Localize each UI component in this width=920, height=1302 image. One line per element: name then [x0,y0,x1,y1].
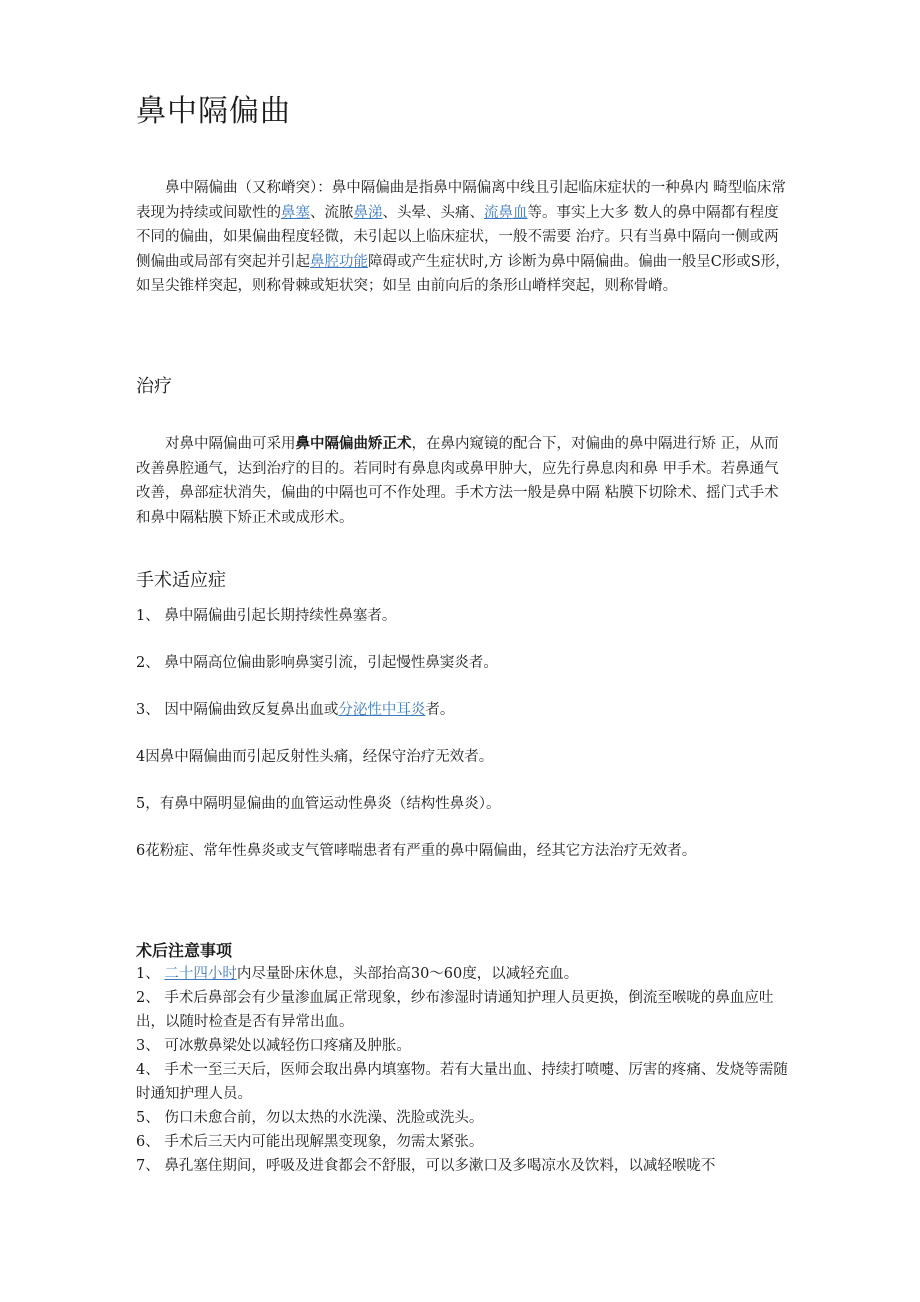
link-nasal-function[interactable]: 鼻腔功能 [310,253,368,270]
list-item: 1、 鼻中隔偏曲引起长期持续性鼻塞者。 [136,608,397,624]
treatment-text-1: 对鼻中隔偏曲可采用 [165,436,296,452]
list-item: 2、 手术后鼻部会有少量渗血属正常现象，纱布渗湿时请通知护理人员更换，倒流至喉咙的鼻血应吐出，以随时检查是否有异常出血。 [136,990,774,1030]
link-nasal-discharge[interactable]: 鼻涕 [353,204,383,221]
treatment-text-2: ，在鼻内窥镜的配合下，对偏曲的鼻中隔进行矫 正，从而改善鼻腔通气，达到治疗的目的。若同时有鼻息肉或鼻甲肿大，应先行鼻息肉和鼻 甲手术。若鼻通气改善，鼻部症状消失，偏曲的中隔也可不作处理。手术方法一般是鼻中隔 粘膜下切除术、摇门式手术和鼻中隔粘膜下矫正术或成形术。 [136,436,779,526]
intro-text-1: 鼻中隔偏曲（又称嵴突）：鼻中隔偏曲是指鼻中隔偏离中线且引起临床症状的一种鼻内 畸型临床常表现为持续或间歇性的 [136,180,786,221]
postop-list [136,962,796,1178]
link-nosebleed[interactable]: 流鼻血 [484,204,528,221]
intro-text-4: 等。事实上大多 数人的鼻中隔都有程度不同的偏曲，如果偏曲程度轻微，未引起以上临床症状，一般不需要 治疗。只有当鼻中隔向一侧或两侧偏曲或局部有突起并引起 [136,204,779,270]
intro-paragraph [136,176,792,299]
intro-text-5: 障碍或产生症状时,方 诊断为鼻中隔偏曲。偏曲一般呈C形或S形，如呈尖锥样突起，则称骨棘或矩状突；如呈 由前向后的条形山嵴样突起，则称骨嵴。 [136,253,790,294]
indication-3-suffix: 者。 [425,702,455,718]
list-item: 7、 鼻孔塞住期间，呼吸及进食都会不舒服，可以多漱口及多喝凉水及饮料，以减轻喉咙不 [136,1158,716,1174]
list-item [136,962,796,986]
list-item: 4因鼻中隔偏曲而引起反射性头痛，经保守治疗无效者。 [136,749,494,765]
link-twenty-four-hours[interactable]: 二十四小时 [164,966,237,982]
list-item: 5、 伤口未愈合前，勿以太热的水洗澡、洗脸或洗头。 [136,1110,484,1126]
treatment-paragraph [136,432,792,530]
treatment-heading: 治疗 [136,376,172,397]
list-item: 5，有鼻中隔明显偏曲的血管运动性鼻炎（结构性鼻炎）。 [136,796,501,812]
intro-text-2: 、流脓 [310,204,354,221]
list-item: 6、 手术后三天内可能出现解黑变现象，勿需太紧张。 [136,1134,484,1150]
postop-1-prefix: 1、 [136,966,165,982]
indications-heading: 手术适应症 [136,570,226,591]
list-item: 6花粉症、常年性鼻炎或支气管哮喘患者有严重的鼻中隔偏曲，经其它方法治疗无效者。 [136,843,697,859]
indications-list [136,604,796,886]
list-item [136,698,796,722]
postop-1-text: 内尽量卧床休息，头部抬高30～60度，以减轻充血。 [236,966,579,982]
page-title: 鼻中隔偏曲 [136,94,291,129]
treatment-surgery-name: 鼻中隔偏曲矫正术 [295,436,412,452]
list-item: 2、 鼻中隔高位偏曲影响鼻窦引流，引起慢性鼻窦炎者。 [136,655,498,671]
intro-text-3: 、头晕、头痛、 [382,204,484,221]
indication-3-text: 3、 因中隔偏曲致反复鼻出血或 [136,702,339,718]
list-item: 3、 可冰敷鼻梁处以减轻伤口疼痛及肿胀。 [136,1038,411,1054]
postop-heading: 术后注意事项 [136,941,233,960]
link-secretory-otitis-media[interactable]: 分泌性中耳炎 [338,702,426,718]
link-nasal-congestion[interactable]: 鼻塞 [281,204,310,221]
list-item: 4、 手术一至三天后，医师会取出鼻内填塞物。若有大量出血、持续打喷嚏、厉害的疼痛、发烧等需随时通知护理人员。 [136,1062,788,1102]
